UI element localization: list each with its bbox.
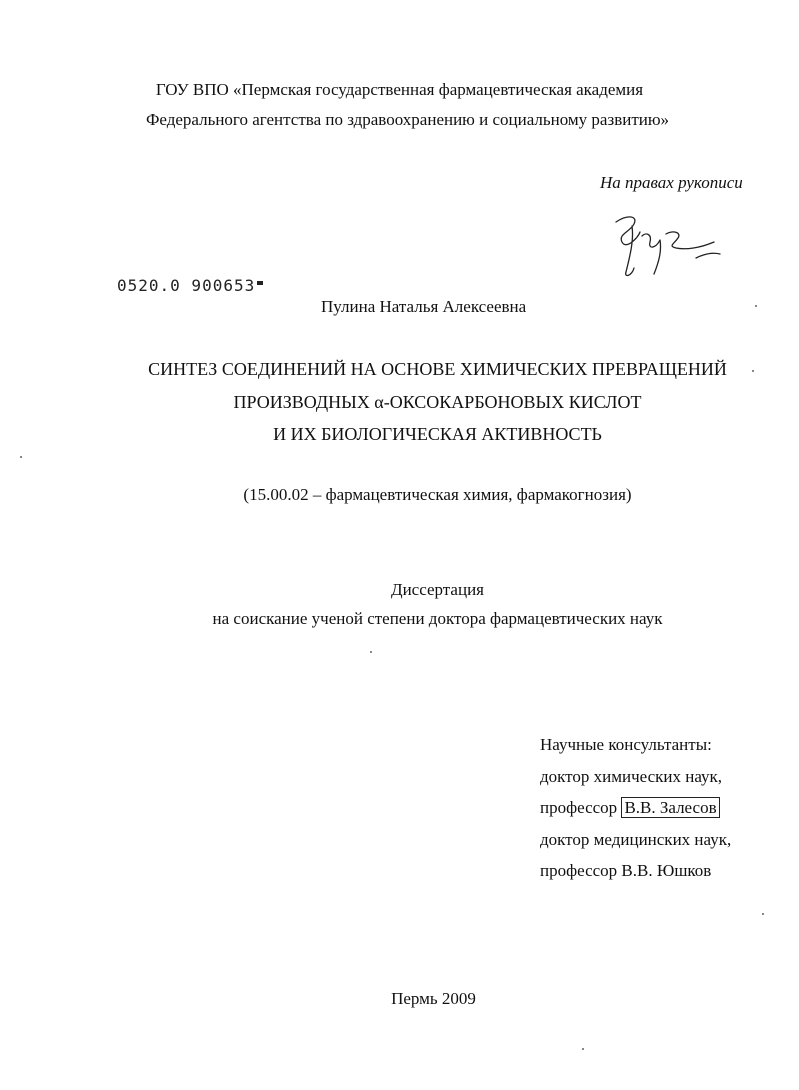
scan-speck — [370, 651, 372, 653]
consultant-1-title: профессор — [540, 798, 618, 817]
consultant-1-name: В.В. Залесов — [621, 797, 719, 818]
consultant-1-degree: доктор химических наук, — [540, 767, 723, 786]
document-type: Диссертация — [390, 580, 484, 599]
scan-speck — [582, 1048, 584, 1050]
scan-speck — [755, 305, 757, 307]
degree-line: на соискание ученой степени доктора фармацевтических наук — [212, 609, 663, 628]
stamp-dash — [257, 281, 263, 285]
consultant-1-line — [540, 798, 720, 818]
library-stamp-code — [117, 276, 263, 295]
institution-line-2: Федерального агентства по здравоохранению и социальному развитию» — [145, 110, 670, 129]
consultants-heading: Научные консультанты: — [540, 735, 712, 754]
scan-speck — [762, 913, 764, 915]
title-line-1: СИНТЕЗ СОЕДИНЕНИЙ НА ОСНОВЕ ХИМИЧЕСКИХ ПРЕВРАЩЕНИЙ — [148, 359, 727, 379]
place-year: Пермь 2009 — [391, 989, 476, 1008]
title-line-3: И ИХ БИОЛОГИЧЕСКАЯ АКТИВНОСТЬ — [273, 424, 602, 444]
scan-speck — [20, 456, 22, 458]
title-line-2: ПРОИЗВОДНЫХ α-ОКСОКАРБОНОВЫХ КИСЛОТ — [233, 392, 642, 412]
institution-line-1: ГОУ ВПО «Пермская государственная фармацевтическая академия — [155, 80, 644, 99]
stamp-code-text: 0520.0 900653 — [117, 276, 256, 295]
signature-image — [608, 212, 728, 282]
specialty-code: (15.00.02 – фармацевтическая химия, фармакогнозия) — [243, 485, 632, 504]
manuscript-note: На правах рукописи — [600, 173, 743, 192]
scan-speck — [752, 370, 754, 372]
consultant-2-line: профессор В.В. Юшков — [540, 861, 712, 880]
author-name: Пулина Наталья Алексеевна — [321, 297, 527, 316]
consultant-2-degree: доктор медицинских наук, — [540, 830, 732, 849]
